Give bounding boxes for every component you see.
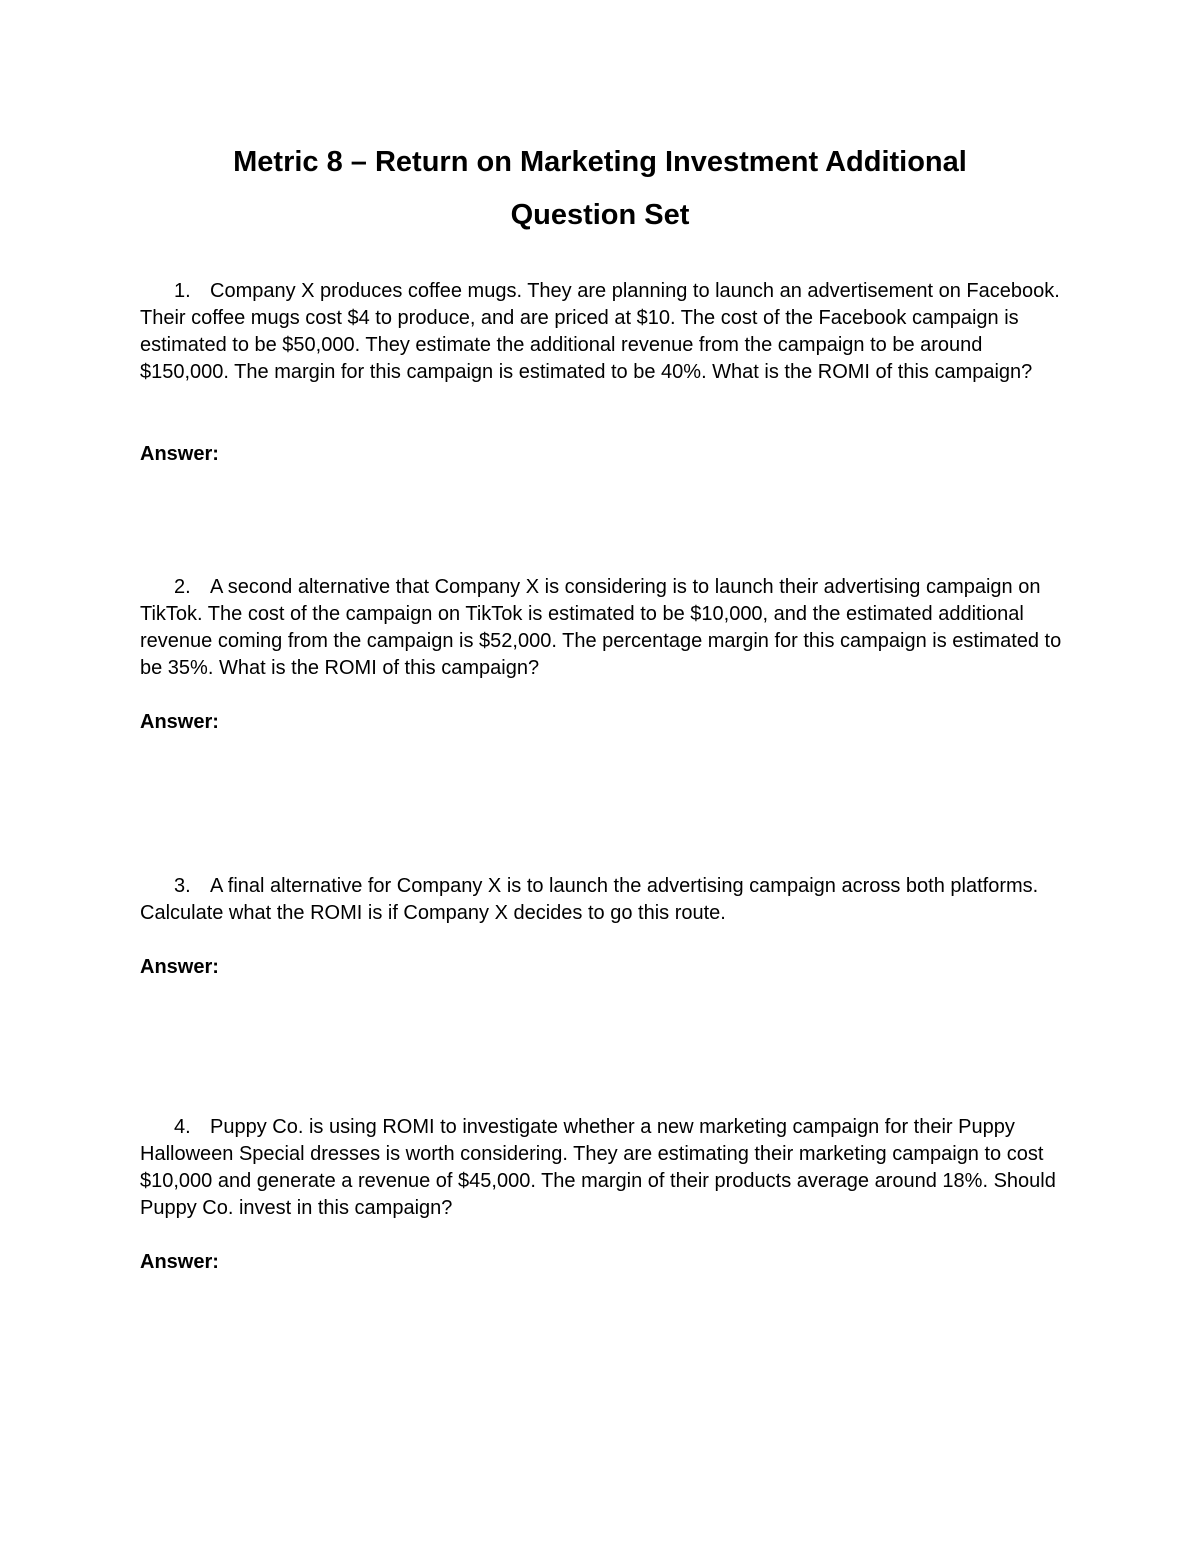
question-3: [140, 873, 1065, 927]
answer-label-1: Answer:: [140, 443, 219, 465]
question-text: A second alternative that Company X is considering is to launch their advertising campaign on TikTok. The cost of the campaign on TikTok is estimated to be $10,000, and the estimated additional revenue coming from the campaign is $52,000. The percentage margin for this campaign is estimated to be 35%. What is the ROMI of this campaign?: [140, 576, 1062, 679]
document-title-line-2: Question Set: [510, 199, 690, 231]
question-text: A final alternative for Company X is to launch the advertising campaign across both platforms. Calculate what the ROMI is if Company X decides to go this route.: [140, 875, 1039, 924]
question-1: [140, 278, 1065, 386]
question-text: Company X produces coffee mugs. They are planning to launch an advertisement on Facebook. Their coffee mugs cost $4 to produce, and are priced at $10. The cost of the Facebook campaign is estimated to be $50,000. They estimate the additional revenue from the campaign to be around $150,000. The margin for this campaign is estimated to be 40%. What is the ROMI of this campaign?: [140, 280, 1060, 383]
answer-label-4: Answer:: [140, 1251, 219, 1273]
question-2: [140, 574, 1065, 682]
question-number: 4.: [174, 1116, 191, 1138]
answer-label-2: Answer:: [140, 711, 219, 733]
question-4: [140, 1114, 1065, 1222]
question-text: Puppy Co. is using ROMI to investigate whether a new marketing campaign for their Puppy Halloween Special dresses is worth considering. They are estimating their marketing campaign to cost $10,000 and generate a revenue of $45,000. The margin of their products average around 18%. Should Puppy Co. invest in this campaign?: [140, 1116, 1056, 1219]
question-number: 2.: [174, 576, 191, 598]
document-title-line-1: Metric 8 – Return on Marketing Investment Additional: [233, 146, 967, 178]
question-number: 3.: [174, 875, 191, 897]
answer-label-3: Answer:: [140, 956, 219, 978]
question-number: 1.: [174, 280, 191, 302]
